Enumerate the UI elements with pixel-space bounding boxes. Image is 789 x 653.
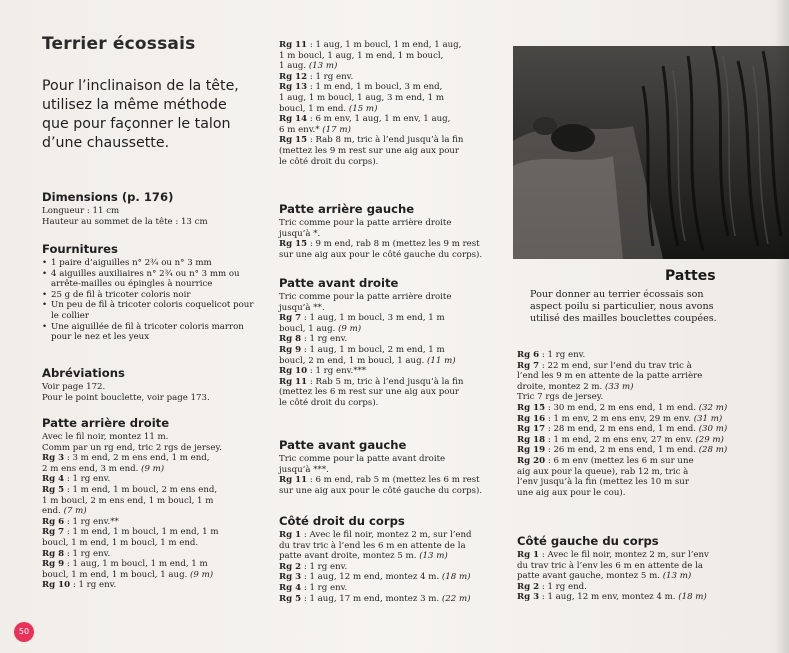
instruction-line — [517, 435, 727, 446]
terrier-photo — [513, 46, 789, 259]
list-item: • Une aiguillée de fil à tricoter coloris marron pour le nez et les yeux — [42, 322, 257, 343]
row-text: : 1 rg env. — [64, 474, 111, 485]
row-label: Rg 13 — [279, 82, 308, 93]
instruction-line — [279, 551, 472, 562]
row-label: Rg 11 — [279, 376, 308, 387]
instruction-line — [279, 303, 463, 314]
stitch-count: (17 m) — [322, 124, 351, 135]
row-label: Rg 2 — [517, 581, 540, 592]
row-text: droite, montez 2 m. — [517, 381, 606, 392]
patte-arriere-gauche-heading: Patte arrière gauche — [279, 202, 415, 216]
row-label: Rg 8 — [42, 548, 65, 559]
stitch-count: (22 m) — [441, 593, 471, 604]
instruction-line — [42, 443, 270, 454]
abreviations-heading: Abréviations — [42, 366, 125, 380]
cote-gauche-heading: Côté gauche du corps — [517, 534, 659, 548]
row-text: l’env jusqu’à la fin (mettez les 10 m sur — [517, 477, 689, 488]
row-text: 1 m boucl, 1 aug, 1 m end, 1 m boucl, — [279, 50, 444, 61]
col2-rows — [279, 40, 463, 167]
instruction-line — [42, 453, 270, 464]
stitch-count: (31 m) — [693, 413, 723, 424]
row-text: : 1 rg env. — [301, 334, 348, 345]
instruction-line — [279, 146, 463, 157]
instruction-line — [517, 488, 727, 499]
row-label: Rg 3 — [517, 592, 540, 603]
instruction-line — [279, 82, 463, 93]
fournitures-list — [42, 258, 257, 343]
row-text: le côté droit du corps). — [279, 397, 379, 408]
instruction-line — [279, 345, 463, 356]
row-text: Tric comme pour la patte arrière droite — [279, 292, 452, 302]
stitch-count: (28 m) — [698, 445, 728, 456]
instruction-line — [517, 361, 727, 372]
row-text: boucl, 2 m end, 1 m boucl, 1 aug. — [279, 355, 428, 366]
text-line: Voir page 172. — [42, 382, 106, 392]
patte-avant-gauche-rows — [279, 454, 482, 496]
row-text: sur une aig aux pour le côté gauche du corps). — [279, 249, 483, 260]
instruction-line — [279, 541, 472, 552]
row-label: Rg 9 — [42, 559, 65, 570]
row-text: : 3 m end, 2 m ens end, 1 m end, — [64, 453, 210, 464]
row-label: Rg 5 — [42, 484, 65, 495]
list-item: • 25 g de fil à tricoter coloris noir — [42, 290, 257, 301]
row-text: (mettez les 6 m rest sur une aig aux pour — [279, 387, 460, 398]
row-text: : 1 rg env. — [70, 580, 117, 591]
instruction-line — [279, 387, 463, 398]
row-text: : 9 m end, rab 8 m (mettez les 9 m rest — [307, 239, 480, 250]
instruction-line — [42, 538, 270, 549]
instruction-line — [279, 465, 482, 476]
row-text: jusqu’à *. — [279, 228, 321, 239]
page-edge-shadow — [775, 0, 789, 653]
instruction-line — [42, 485, 270, 496]
instruction-line — [279, 239, 482, 250]
row-text: l’end les 9 m en attente de la patte arrière — [517, 371, 703, 382]
row-text: 6 m env.* — [279, 124, 323, 135]
stitch-count: (18 m) — [678, 592, 707, 603]
stitch-count: (7 m) — [63, 506, 87, 517]
row-label: Rg 3 — [279, 572, 302, 583]
text-line: Pour le point bouclette, voir page 173. — [42, 392, 210, 403]
row-text: : Avec le fil noir, montez 2 m, sur l’env — [539, 550, 709, 560]
row-label: Rg 15 — [517, 402, 546, 413]
instruction-line — [42, 580, 270, 591]
row-text: 2 m ens end, 3 m end. — [42, 463, 142, 474]
text-line: utilisé des mailles bouclettes coupées. — [530, 313, 717, 324]
stitch-count: (29 m) — [695, 434, 724, 445]
row-text: : 1 rg env. — [307, 71, 354, 82]
row-text: aig aux pour la queue), rab 12 m, tric à — [517, 466, 689, 477]
row-text: Comm par un rg end, tric 2 rgs de jersey. — [42, 442, 222, 453]
instruction-line — [279, 594, 472, 605]
patte-arriere-gauche-rows — [279, 218, 482, 260]
instruction-line — [42, 506, 270, 517]
instruction-line — [279, 51, 463, 62]
row-text: end. — [42, 506, 64, 517]
row-label: Rg 11 — [279, 40, 308, 50]
fur-texture-image — [513, 46, 789, 259]
instruction-line — [517, 561, 709, 572]
instruction-line — [42, 474, 270, 485]
row-text: une aig aux pour le cou). — [517, 487, 626, 498]
pattes-intro — [530, 289, 717, 325]
row-text: Tric comme pour la patte arrière droite — [279, 218, 452, 228]
row-text: : 1 m env, 2 m ens env, 29 m env. — [545, 413, 694, 424]
row-text: : 1 rg env.** — [64, 516, 119, 527]
instruction-line — [42, 527, 270, 538]
stitch-count: (15 m) — [348, 103, 378, 114]
row-text: : Rab 8 m, tric à l’end jusqu’à la fin — [307, 135, 464, 146]
row-text: : 26 m end, 2 m ens end, 1 m end. — [545, 445, 699, 456]
instruction-line — [279, 157, 463, 168]
list-item: • Un peu de fil à tricoter coloris coquelicot pour le collier — [42, 300, 257, 321]
instruction-line — [279, 93, 463, 104]
row-text: : 1 m end, 1 m boucl, 2 m ens end, — [64, 484, 218, 495]
row-text: Tric 7 rgs de jersey. — [517, 392, 604, 403]
instruction-line — [42, 496, 270, 507]
row-label: Rg 17 — [517, 424, 546, 435]
instruction-line — [517, 582, 709, 593]
instruction-line — [42, 464, 270, 475]
row-text: : 1 rg env. — [301, 561, 348, 572]
row-text: patte avant gauche, montez 5 m. — [517, 571, 663, 582]
row-label: Rg 10 — [279, 366, 308, 377]
row-label: Rg 7 — [517, 360, 540, 371]
fournitures-heading: Fournitures — [42, 242, 118, 256]
instruction-line — [279, 398, 463, 409]
row-text: : 1 rg env. — [64, 548, 111, 559]
instruction-line — [279, 377, 463, 388]
list-item: • 4 aiguilles auxiliaires n° 2¾ ou n° 3 mm ou arrête-mailles ou épingles à nourrice — [42, 269, 257, 290]
row-text: jusqu’à ***. — [279, 464, 329, 475]
dimensions-lines — [42, 206, 270, 227]
row-text: 1 m boucl, 2 m ens end, 1 m boucl, 1 m — [42, 495, 214, 506]
instruction-line — [517, 382, 727, 393]
instruction-line — [279, 229, 482, 240]
row-text: : 1 m end, 1 m boucl, 1 m end, 1 m — [64, 527, 219, 538]
row-text: boucl, 1 m end, 1 m boucl, 1 aug. — [42, 569, 191, 580]
page-title: Terrier écossais — [42, 34, 196, 54]
row-label: Rg 12 — [279, 71, 308, 82]
instruction-line — [517, 592, 709, 603]
row-text: : 30 m end, 2 m ens end, 1 m end. — [545, 402, 699, 413]
row-label: Rg 6 — [517, 350, 540, 360]
instruction-line — [517, 403, 727, 414]
instruction-line — [279, 366, 463, 377]
text-line: Hauteur au sommet de la tête : 13 cm — [42, 216, 208, 227]
list-item: • 1 paire d’aiguilles n° 2¾ ou n° 3 mm — [42, 258, 257, 269]
instruction-line — [279, 135, 463, 146]
row-text: le côté droit du corps). — [279, 156, 379, 167]
row-text: boucl, 1 m end. — [279, 103, 349, 114]
row-label: Rg 10 — [42, 580, 71, 591]
cote-droit-rows — [279, 530, 472, 604]
row-label: Rg 1 — [279, 530, 302, 540]
instruction-line — [279, 72, 463, 83]
instruction-line — [279, 313, 463, 324]
row-label: Rg 14 — [279, 114, 308, 125]
instruction-line — [517, 550, 709, 561]
row-text: : 1 m end, 1 m boucl, 3 m end, — [307, 82, 443, 93]
instruction-line — [517, 445, 727, 456]
instruction-line — [42, 559, 270, 570]
row-text: : 1 aug, 1 m boucl, 1 m end, 1 m — [64, 559, 208, 570]
instruction-line — [279, 475, 482, 486]
instruction-line — [279, 114, 463, 125]
instruction-line — [279, 530, 472, 541]
row-text: : 1 aug, 12 m end, montez 4 m. — [301, 572, 442, 583]
stitch-count: (9 m) — [338, 323, 362, 334]
row-text: : 1 aug, 1 m boucl, 1 m end, 1 aug, — [307, 40, 462, 50]
row-text: du trav tric à l’env les 6 m en attente de la — [517, 560, 703, 571]
row-label: Rg 1 — [517, 550, 540, 560]
instruction-line — [279, 40, 463, 51]
row-text: du trav tric à l’end les 6 m en attente de la — [279, 540, 466, 551]
row-label: Rg 18 — [517, 434, 546, 445]
row-label: Rg 2 — [279, 561, 302, 572]
text-line: Longueur : 11 cm — [42, 206, 120, 216]
instruction-line — [279, 572, 472, 583]
row-text: : 1 rg env. — [539, 350, 586, 360]
instruction-line — [517, 424, 727, 435]
row-text: : 1 rg env.*** — [307, 366, 367, 377]
row-text: Avec le fil noir, montez 11 m. — [42, 432, 169, 442]
instruction-line — [279, 324, 463, 335]
instruction-line — [517, 571, 709, 582]
stitch-count: (9 m) — [190, 569, 214, 580]
instruction-line — [42, 570, 270, 581]
patte-arriere-droite-heading: Patte arrière droite — [42, 416, 170, 430]
row-text: : Avec le fil noir, montez 2 m, sur l’end — [301, 530, 472, 540]
row-text: : 28 m end, 2 m ens end, 1 m end. — [545, 424, 699, 435]
instruction-line — [279, 583, 472, 594]
stitch-count: (18 m) — [441, 572, 471, 583]
patte-avant-droite-heading: Patte avant droite — [279, 276, 399, 290]
instruction-line — [517, 392, 727, 403]
row-text: : 1 m end, 2 m ens env, 27 m env. — [545, 434, 696, 445]
row-text: : 1 aug, 12 m env, montez 4 m. — [539, 592, 679, 603]
row-label: Rg 3 — [42, 453, 65, 464]
text-line: aspect poilu si particulier, nous avons — [530, 301, 714, 312]
intro-text: Pour l’inclinaison de la tête, utilisez la même méthode que pour façonner le talon d’une chaussette. — [42, 78, 239, 151]
patte-avant-droite-rows — [279, 292, 463, 409]
row-text: patte avant droite, montez 5 m. — [279, 551, 420, 562]
row-text: : 1 aug, 1 m boucl, 2 m end, 1 m — [301, 344, 445, 355]
instruction-line — [279, 218, 482, 229]
row-text: : 1 rg end. — [539, 581, 587, 592]
col3-rows — [517, 350, 727, 498]
instruction-line — [279, 250, 482, 261]
row-text: : 22 m end, sur l’end du trav tric à — [539, 360, 692, 371]
row-label: Rg 15 — [279, 239, 308, 250]
row-text: boucl, 1 aug. — [279, 323, 339, 334]
row-text: 1 aug. — [279, 61, 309, 72]
instruction-line — [279, 104, 463, 115]
instruction-line — [279, 562, 472, 573]
row-label: Rg 19 — [517, 445, 546, 456]
row-label: Rg 11 — [279, 475, 308, 486]
stitch-count: (30 m) — [698, 424, 728, 435]
row-text: : 1 aug, 17 m end, montez 3 m. — [301, 593, 442, 604]
row-label: Rg 20 — [517, 455, 546, 466]
instruction-line — [279, 454, 482, 465]
row-text: : 6 m end, rab 5 m (mettez les 6 m rest — [307, 475, 480, 486]
row-text: : 1 aug, 1 m boucl, 3 m end, 1 m — [301, 313, 445, 324]
row-text: : 6 m env, 1 aug, 1 m env, 1 aug, — [307, 114, 451, 125]
text-line: Pour donner au terrier écossais son — [530, 289, 704, 300]
instruction-line — [279, 356, 463, 367]
row-text: (mettez les 9 m rest sur une aig aux pour — [279, 145, 460, 156]
page-number-badge: 50 — [14, 622, 34, 642]
patte-arriere-droite-rows — [42, 432, 270, 591]
row-text: jusqu’à **. — [279, 302, 325, 313]
instruction-line — [517, 477, 727, 488]
instruction-line — [279, 292, 463, 303]
row-text: Tric comme pour la patte avant droite — [279, 454, 446, 464]
row-text: boucl, 1 m end, 1 m boucl, 1 m end. — [42, 537, 199, 548]
cote-gauche-rows — [517, 550, 709, 603]
stitch-count: (11 m) — [427, 355, 456, 366]
stitch-count: (13 m) — [662, 571, 692, 582]
row-label: Rg 8 — [279, 334, 302, 345]
instruction-line — [517, 414, 727, 425]
row-text: : Rab 5 m, tric à l’end jusqu’à la fin — [307, 376, 464, 387]
row-label: Rg 6 — [42, 516, 65, 527]
instruction-line — [279, 334, 463, 345]
stitch-count: (13 m) — [308, 61, 338, 72]
cote-droit-heading: Côté droit du corps — [279, 514, 405, 528]
row-label: Rg 7 — [279, 313, 302, 324]
row-text: : 6 m env (mettez les 6 m sur une — [545, 455, 694, 466]
instruction-line — [279, 61, 463, 72]
stitch-count: (9 m) — [141, 463, 165, 474]
stitch-count: (33 m) — [605, 381, 634, 392]
pattes-heading: Pattes — [665, 268, 716, 284]
row-text: sur une aig aux pour le côté gauche du corps). — [279, 485, 483, 496]
row-text: : 1 rg env. — [301, 582, 348, 593]
stitch-count: (32 m) — [698, 402, 728, 413]
instruction-line — [42, 432, 270, 443]
abreviations-lines — [42, 382, 270, 403]
row-label: Rg 9 — [279, 344, 302, 355]
instruction-line — [279, 125, 463, 136]
row-label: Rg 4 — [279, 582, 302, 593]
row-text: 1 aug, 1 m boucl, 1 aug, 3 m end, 1 m — [279, 92, 444, 103]
dimensions-heading: Dimensions (p. 176) — [42, 190, 174, 204]
row-label: Rg 7 — [42, 527, 65, 538]
row-label: Rg 15 — [279, 135, 308, 146]
instruction-line — [42, 549, 270, 560]
patte-avant-gauche-heading: Patte avant gauche — [279, 438, 407, 452]
row-label: Rg 16 — [517, 413, 546, 424]
instruction-line — [279, 486, 482, 497]
instruction-line — [517, 456, 727, 467]
instruction-line — [42, 517, 270, 528]
row-label: Rg 5 — [279, 593, 302, 604]
row-label: Rg 4 — [42, 474, 65, 485]
instruction-line — [517, 371, 727, 382]
instruction-line — [517, 350, 727, 361]
stitch-count: (13 m) — [419, 551, 448, 562]
instruction-line — [517, 467, 727, 478]
